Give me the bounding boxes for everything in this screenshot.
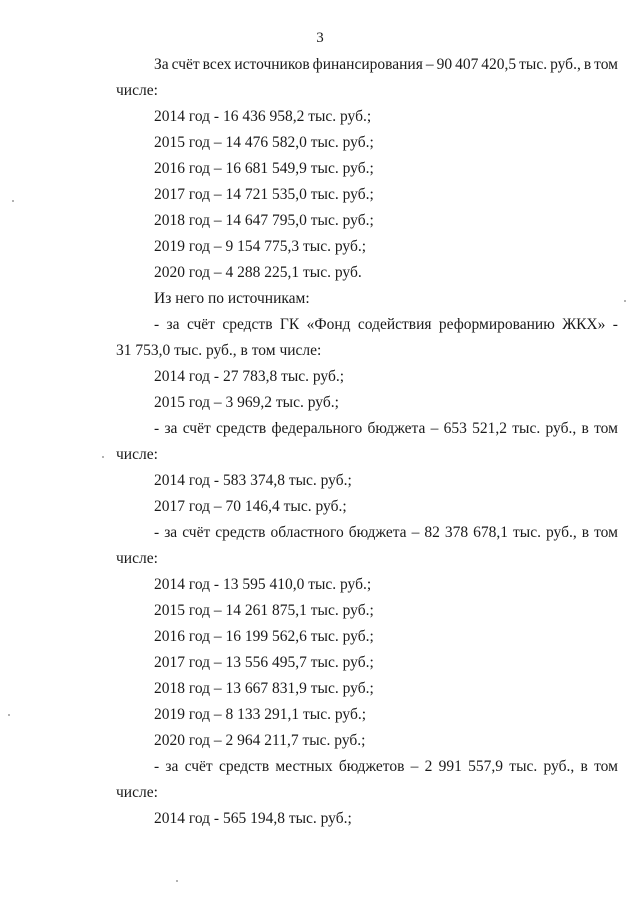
body-text [116,52,618,832]
scan-speck [102,456,104,458]
text-line: 31 753,0 тыс. руб., в том числе: [116,342,322,359]
text-line: 2020 год – 4 288 225,1 тыс. руб. [154,264,362,281]
text-word: 653 [443,420,467,437]
text-word: финансирования [312,56,423,73]
text-word: – [410,758,419,775]
text-word: за [166,316,180,333]
text-word: За [154,56,169,73]
text-word: счёт [184,758,213,775]
text-word: - [154,316,160,333]
text-word: средств [222,316,273,333]
text-word: тыс. [512,420,541,437]
text-word: всех [202,56,232,73]
text-line: 2015 год – 14 476 582,0 тыс. руб.; [154,134,374,151]
text-line: числе: [116,784,158,801]
text-line [116,312,618,338]
text-word: счёт [182,420,211,437]
text-word: тыс. [509,758,538,775]
text-line: 2016 год – 16 199 562,6 тыс. руб.; [154,628,374,645]
text-word: «Фонд [306,316,351,333]
text-line [116,416,618,442]
text-word: 82 [424,524,440,541]
text-word: бюджета [367,420,426,437]
text-word: – [425,56,434,73]
text-word: том [594,524,618,541]
text-line: 2020 год – 2 964 211,7 тыс. руб.; [154,732,366,749]
text-word: счёт [182,524,211,541]
scan-speck [8,714,10,716]
text-line: 2015 год – 3 969,2 тыс. руб.; [154,394,339,411]
text-line: 2018 год – 14 647 795,0 тыс. руб.; [154,212,374,229]
text-line: числе: [116,550,158,567]
text-word: - [612,316,618,333]
text-line: 2019 год – 9 154 775,3 тыс. руб.; [154,238,367,255]
text-word: областного [270,524,344,541]
text-line: 2019 год – 8 133 291,1 тыс. руб.; [154,706,367,723]
text-word: руб., [543,758,575,775]
text-line: Из него по источникам: [154,290,310,307]
text-line: 2015 год – 14 261 875,1 тыс. руб.; [154,602,374,619]
text-word: счёт [186,316,215,333]
text-line [116,520,618,546]
text-word: счёт [171,56,200,73]
text-word: - [154,524,160,541]
text-word: в [583,56,592,73]
text-word: руб., [550,56,581,73]
text-word: местных [275,758,333,775]
text-line: числе: [116,82,158,99]
text-word: в [580,758,588,775]
scan-speck [12,200,14,202]
text-word: средств [215,524,266,541]
text-word: бюджета [348,524,407,541]
scan-speck [624,300,626,302]
text-word: 90 [436,56,453,73]
text-word: содействия [357,316,432,333]
text-line: 2014 год - 16 436 958,2 тыс. руб.; [154,108,372,125]
text-word: за [164,420,178,437]
text-line: 2014 год - 27 783,8 тыс. руб.; [154,368,345,385]
text-word: ЖКХ» [562,316,606,333]
text-word: тыс. [519,56,548,73]
text-word: ГК [279,316,300,333]
text-word: 557,9 [468,758,504,775]
text-word: 420,5 [481,56,517,73]
text-word: - [154,420,160,437]
text-word: 991 [438,758,462,775]
text-word: за [164,524,178,541]
text-word: том [594,420,618,437]
text-word: 521,2 [472,420,508,437]
text-word: - [154,758,160,775]
text-word: том [594,758,618,775]
text-line: 2017 год – 70 146,4 тыс. руб.; [154,498,347,515]
text-word: руб., [545,420,577,437]
text-word: 2 [424,758,433,775]
text-line: 2014 год - 565 194,8 тыс. руб.; [154,810,352,827]
text-word: источников [234,56,310,73]
text-word: в [581,420,589,437]
text-line: 2018 год – 13 667 831,9 тыс. руб.; [154,680,374,697]
text-word: федерального [271,420,363,437]
text-word: средств [216,420,267,437]
text-word: тыс. [513,524,541,541]
text-line: 2014 год - 583 374,8 тыс. руб.; [154,472,352,489]
page-number: 3 [316,30,324,46]
text-line: 2014 год - 13 595 410,0 тыс. руб.; [154,576,372,593]
text-word: 407 [455,56,479,73]
text-line: числе: [116,446,158,463]
text-line: 2016 год – 16 681 549,9 тыс. руб.; [154,160,374,177]
text-line [116,52,618,78]
text-word: – [411,524,420,541]
text-word: – [430,420,439,437]
text-word: том [594,56,618,73]
text-line [116,754,618,780]
text-word: за [165,758,179,775]
text-word: средств [218,758,270,775]
text-word: 378 [444,524,469,541]
text-word: 678,1 [473,524,508,541]
text-word: в [581,524,590,541]
scan-speck [176,880,178,882]
text-word: руб., [545,524,577,541]
text-word: бюджетов [338,758,405,775]
text-word: реформированию [438,316,555,333]
text-line: 2017 год – 13 556 495,7 тыс. руб.; [154,654,374,671]
text-line: 2017 год – 14 721 535,0 тыс. руб.; [154,186,374,203]
